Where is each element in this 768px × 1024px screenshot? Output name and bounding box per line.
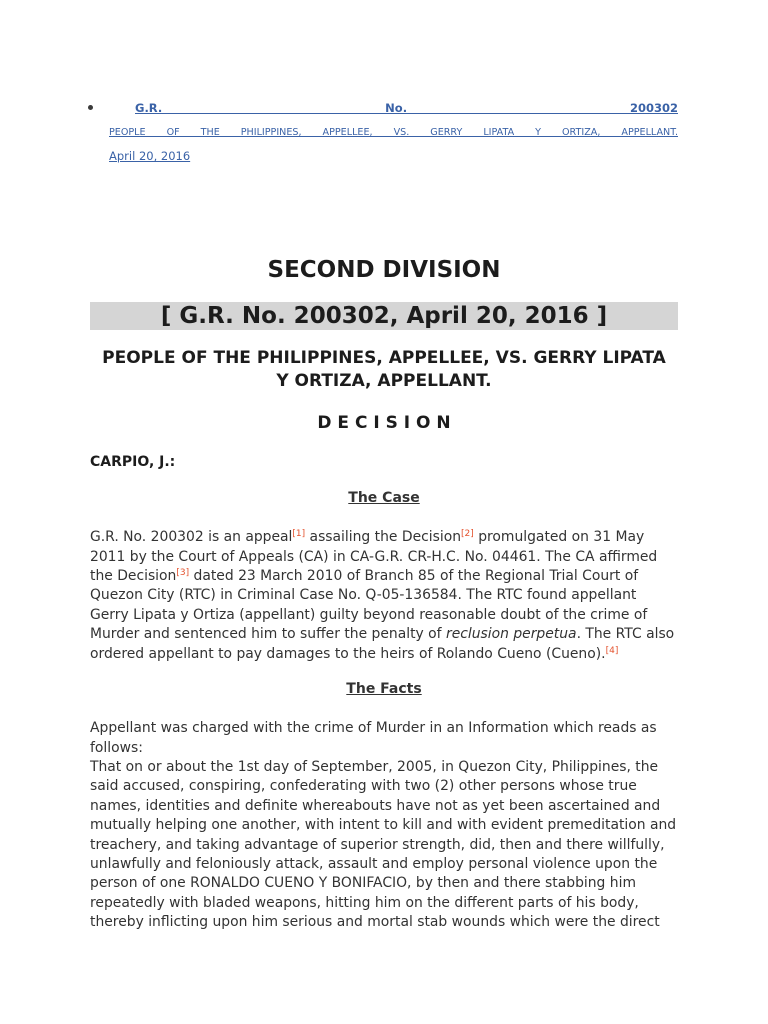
division-heading: SECOND DIVISION — [267, 257, 501, 283]
decision-label: D E C I S I O N — [317, 413, 451, 433]
facts-section-heading — [0, 680, 768, 699]
information-line: thereby inflicting upon him serious and mortal stab wounds which were the direct — [90, 914, 660, 931]
paragraph-text: G.R. No. 200302 is an appeal — [90, 529, 293, 546]
latin-term: reclusion perpetua — [445, 626, 577, 643]
footnote-link-4[interactable]: [4] — [605, 645, 619, 656]
case-paragraph-line — [90, 528, 690, 547]
case-paragraph-line — [90, 645, 690, 664]
information-line: said accused, conspiring, confederating with two (2) other persons whose true — [90, 778, 637, 795]
paragraph-text: Gerry Lipata y Ortiza (appellant) guilty beyond reasonable doubt of the crime of — [90, 606, 648, 623]
related-case-number-link[interactable]: G.R. No. 200302 — [135, 101, 678, 115]
footnote-link-3[interactable]: [3] — [176, 568, 190, 579]
paragraph-text: assailing the Decision — [305, 529, 462, 546]
paragraph-text: dated 23 March 2010 of Branch 85 of the Regional Trial Court of — [189, 568, 639, 585]
docket-heading: [ G.R. No. 200302, April 20, 2016 ] — [160, 303, 608, 329]
paragraph-text: 2011 by the Court of Appeals (CA) in CA-G.R. CR-H.C. No. 04461. The CA affirmed — [90, 548, 658, 565]
facts-intro-line: follows: — [90, 739, 143, 756]
paragraph-text: . The RTC also — [576, 626, 675, 643]
paragraph-text: promulgated on 31 May — [473, 529, 645, 546]
docket-bar — [90, 302, 678, 330]
information-line: unlawfully and feloniously attack, assault and employ personal violence upon the — [90, 856, 658, 873]
information-line: That on or about the 1st day of September, 2005, in Quezon City, Philippines, the — [90, 759, 659, 776]
footnote-link-1[interactable]: [1] — [292, 529, 306, 540]
case-paragraph-line — [90, 586, 690, 605]
information-line: person of one RONALDO CUENO Y BONIFACIO, by then and there stabbing him — [90, 875, 636, 892]
information-line: mutually helping one another, with intent to kill and with evident premeditation and — [90, 817, 677, 834]
case-paragraph-line — [90, 567, 690, 586]
information-line: repeatedly with bladed weapons, hitting him on the different parts of his body, — [90, 894, 639, 911]
case-paragraph-line — [90, 625, 690, 644]
information-line: names, identities and definite whereabouts have not as yet been ascertained and — [90, 797, 661, 814]
paragraph-text: the Decision — [90, 568, 177, 585]
case-paragraph — [90, 528, 690, 664]
paragraph-text: Quezon City (RTC) in Criminal Case No. Q-05-136584. The RTC found appellant — [90, 587, 637, 604]
bullet-icon — [88, 105, 93, 110]
related-case-date-link[interactable]: April 20, 2016 — [109, 149, 191, 163]
facts-intro-line: Appellant was charged with the crime of Murder in an Information which reads as — [90, 720, 657, 737]
case-paragraph-line — [90, 548, 690, 567]
footnote-link-2[interactable]: [2] — [461, 529, 474, 540]
case-paragraph-line — [90, 606, 690, 625]
case-section-heading-text: The Case — [348, 490, 420, 507]
facts-section-heading-text: The Facts — [346, 681, 422, 698]
paragraph-text: Murder and sentenced him to suffer the penalty of — [90, 626, 446, 643]
related-case-parties-link[interactable]: PEOPLE OF THE PHILIPPINES, APPELLEE, VS. GERRY LIPATA Y ORTIZA, APPELLANT. — [109, 127, 678, 138]
information-line: treachery, and taking advantage of superior strength, did, then and there willfully, — [90, 836, 665, 853]
case-section-heading — [0, 489, 768, 508]
case-title-line: Y ORTIZA, APPELLANT. — [276, 370, 492, 391]
paragraph-text: ordered appellant to pay damages to the heirs of Rolando Cueno (Cueno). — [90, 645, 606, 662]
case-title-line: PEOPLE OF THE PHILIPPINES, APPELLEE, VS. GERRY LIPATA — [102, 347, 666, 368]
facts-paragraph — [90, 719, 690, 932]
case-title — [90, 347, 678, 393]
ponente: CARPIO, J.: — [90, 454, 176, 471]
